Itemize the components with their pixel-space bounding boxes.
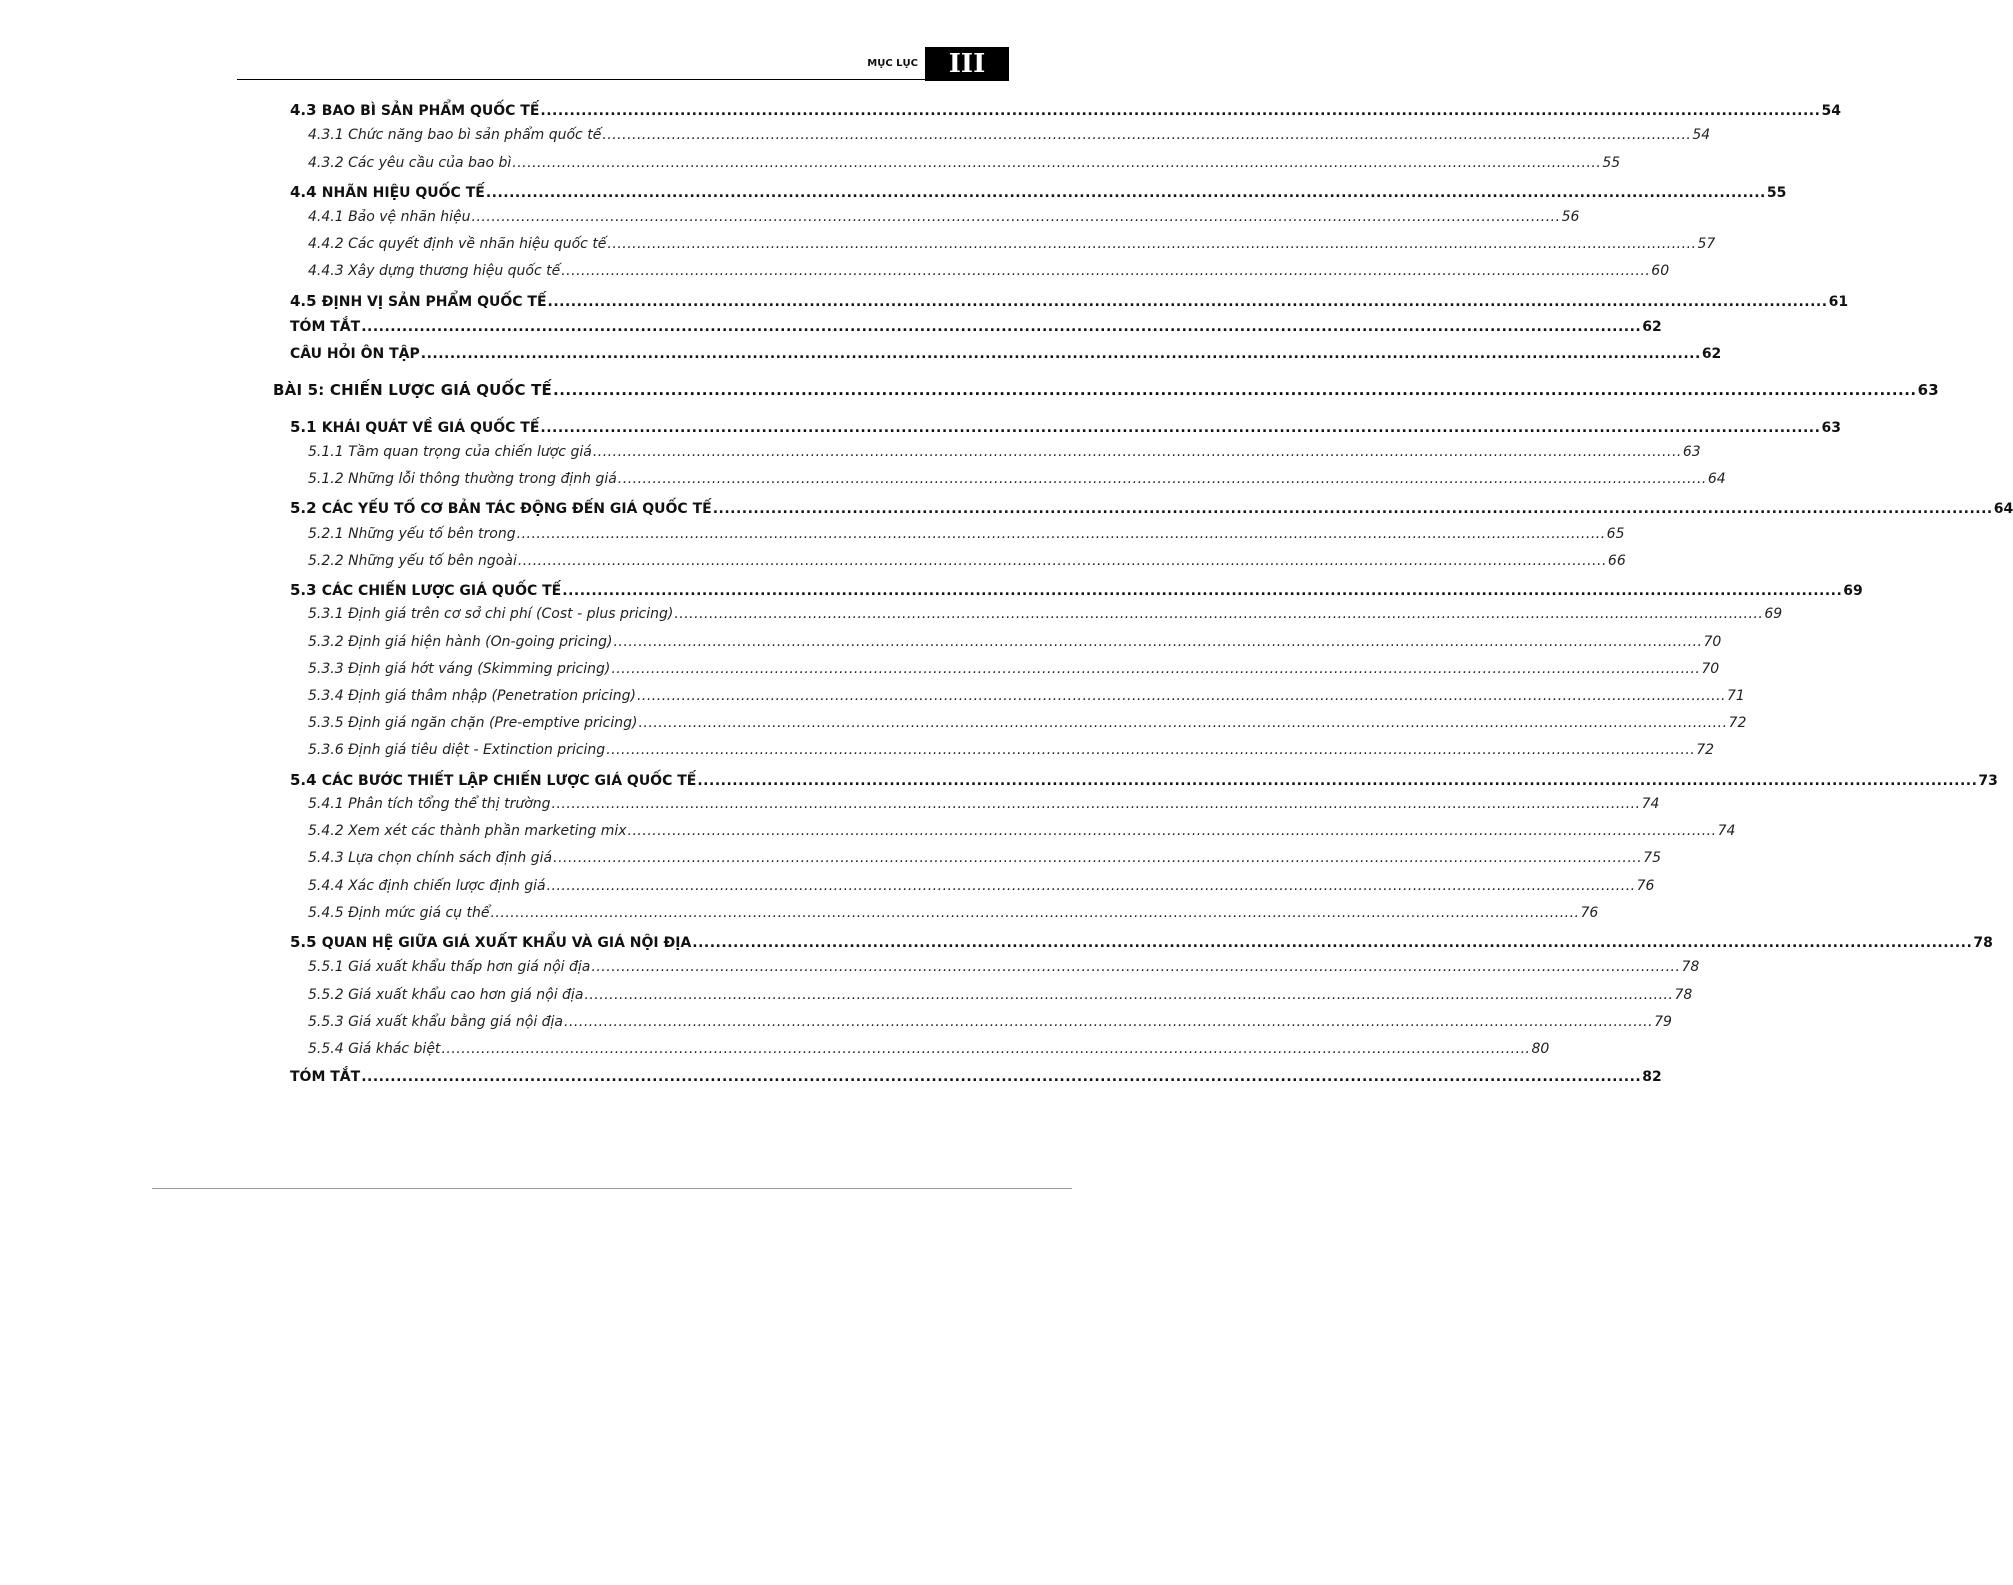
toc-entry[interactable]: 4.4.2 Các quyết định về nhãn hiệu quốc tế ............................................................................................................................................................................................................................ 57 xyxy=(308,236,1716,252)
toc-entry[interactable]: 4.5 ĐỊNH VỊ SẢN PHẨM QUỐC TẾ ............................................................................................................................................................................................................................ 61 xyxy=(290,292,1849,310)
toc-entry[interactable]: 4.3 BAO BÌ SẢN PHẨM QUỐC TẾ ............................................................................................................................................................................................................................ 54 xyxy=(290,101,1841,119)
toc-entry[interactable]: 5.5 QUAN HỆ GIỮA GIÁ XUẤT KHẨU VÀ GIÁ NỘI ĐỊA ............................................................................................................................................................................................................................ 78 xyxy=(290,933,1993,951)
toc-entry[interactable]: 5.2 CÁC YẾU TỐ CƠ BẢN TÁC ĐỘNG ĐẾN GIÁ QUỐC TẾ ............................................................................................................................................................................................................................ 64 xyxy=(290,499,2013,517)
toc-entry[interactable]: 5.5.3 Giá xuất khẩu bằng giá nội địa ............................................................................................................................................................................................................................ 79 xyxy=(308,1014,1672,1030)
toc-entry[interactable]: 5.3.4 Định giá thâm nhập (Penetration pricing) ............................................................................................................................................................................................................................ 71 xyxy=(308,688,1745,704)
footer-divider xyxy=(152,1188,1072,1189)
toc-entry[interactable]: 5.3.1 Định giá trên cơ sở chi phí (Cost - plus pricing) ............................................................................................................................................................................................................................ 69 xyxy=(308,606,1783,622)
toc-entry[interactable]: 4.4.3 Xây dựng thương hiệu quốc tế ............................................................................................................................................................................................................................ 60 xyxy=(308,263,1670,279)
toc-entry[interactable]: 4.3.1 Chức năng bao bì sản phẩm quốc tế ............................................................................................................................................................................................................................ 54 xyxy=(308,127,1711,143)
toc-entry[interactable]: TÓM TẮT ............................................................................................................................................................................................................................ 62 xyxy=(290,319,1662,335)
toc-entry[interactable]: 5.4 CÁC BƯỚC THIẾT LẬP CHIẾN LƯỢC GIÁ QUỐC TẾ ............................................................................................................................................................................................................................ 73 xyxy=(290,771,1998,789)
toc-entry[interactable]: 4.4 NHÃN HIỆU QUỐC TẾ ............................................................................................................................................................................................................................ 55 xyxy=(290,183,1787,201)
toc-entry[interactable]: 5.4.4 Xác định chiến lược định giá ............................................................................................................................................................................................................................ 76 xyxy=(308,878,1655,894)
toc-entry[interactable]: 5.3.6 Định giá tiêu diệt - Extinction pricing ............................................................................................................................................................................................................................ 72 xyxy=(308,742,1715,758)
toc-entry[interactable]: 5.1.2 Những lỗi thông thường trong định giá ............................................................................................................................................................................................................................ 64 xyxy=(308,471,1726,487)
toc-entry[interactable]: 5.2.2 Những yếu tố bên ngoài ............................................................................................................................................................................................................................ 66 xyxy=(308,553,1626,569)
toc-entry[interactable]: 5.1.1 Tầm quan trọng của chiến lược giá ............................................................................................................................................................................................................................ 63 xyxy=(308,444,1701,460)
toc-entry[interactable]: 5.3 CÁC CHIẾN LƯỢC GIÁ QUỐC TẾ ............................................................................................................................................................................................................................ 69 xyxy=(290,581,1863,599)
toc-entry[interactable]: 5.4.2 Xem xét các thành phần marketing mix ............................................................................................................................................................................................................................ 74 xyxy=(308,823,1736,839)
toc-chapter-entry[interactable]: BÀI 5: CHIẾN LƯỢC GIÁ QUỐC TẾ ............................................................................................................................................................................................................................ 63 xyxy=(273,381,1939,399)
toc-entry[interactable]: 5.3.5 Định giá ngăn chặn (Pre-emptive pricing) ............................................................................................................................................................................................................................ 72 xyxy=(308,715,1747,731)
toc-entry[interactable]: 4.4.1 Bảo vệ nhãn hiệu ............................................................................................................................................................................................................................ 56 xyxy=(308,209,1580,225)
toc-entry[interactable]: 5.4.3 Lựa chọn chính sách định giá ............................................................................................................................................................................................................................ 75 xyxy=(308,850,1661,866)
page-number-roman: III xyxy=(925,47,1009,81)
toc-entry[interactable]: 5.1 KHÁI QUÁT VỀ GIÁ QUỐC TẾ ............................................................................................................................................................................................................................ 63 xyxy=(290,418,1841,436)
toc-entry[interactable]: CÂU HỎI ÔN TẬP ............................................................................................................................................................................................................................ 62 xyxy=(290,346,1722,362)
toc-entry[interactable]: 5.4.5 Định mức giá cụ thể ............................................................................................................................................................................................................................ 76 xyxy=(308,905,1599,921)
running-header-title: MỤC LỤC xyxy=(867,58,918,69)
toc-entry[interactable]: 5.3.2 Định giá hiện hành (On-going pricing) ............................................................................................................................................................................................................................ 70 xyxy=(308,634,1722,650)
toc-entry[interactable]: 5.3.3 Định giá hớt váng (Skimming pricing) ............................................................................................................................................................................................................................ 70 xyxy=(308,661,1720,677)
toc-entry[interactable]: 4.3.2 Các yêu cầu của bao bì ............................................................................................................................................................................................................................ 55 xyxy=(308,155,1621,171)
toc-entry[interactable]: 5.5.2 Giá xuất khẩu cao hơn giá nội địa ............................................................................................................................................................................................................................ 78 xyxy=(308,987,1693,1003)
header-divider xyxy=(237,79,1009,80)
toc-entry[interactable]: 5.5.1 Giá xuất khẩu thấp hơn giá nội địa ............................................................................................................................................................................................................................ 78 xyxy=(308,959,1700,975)
toc-entry[interactable]: 5.4.1 Phân tích tổng thể thị trường ............................................................................................................................................................................................................................ 74 xyxy=(308,796,1660,812)
toc-entry[interactable]: 5.5.4 Giá khác biệt ............................................................................................................................................................................................................................ 80 xyxy=(308,1041,1550,1057)
toc-entry[interactable]: TÓM TẮT ............................................................................................................................................................................................................................ 82 xyxy=(290,1069,1662,1085)
toc-entry[interactable]: 5.2.1 Những yếu tố bên trong ............................................................................................................................................................................................................................ 65 xyxy=(308,526,1625,542)
